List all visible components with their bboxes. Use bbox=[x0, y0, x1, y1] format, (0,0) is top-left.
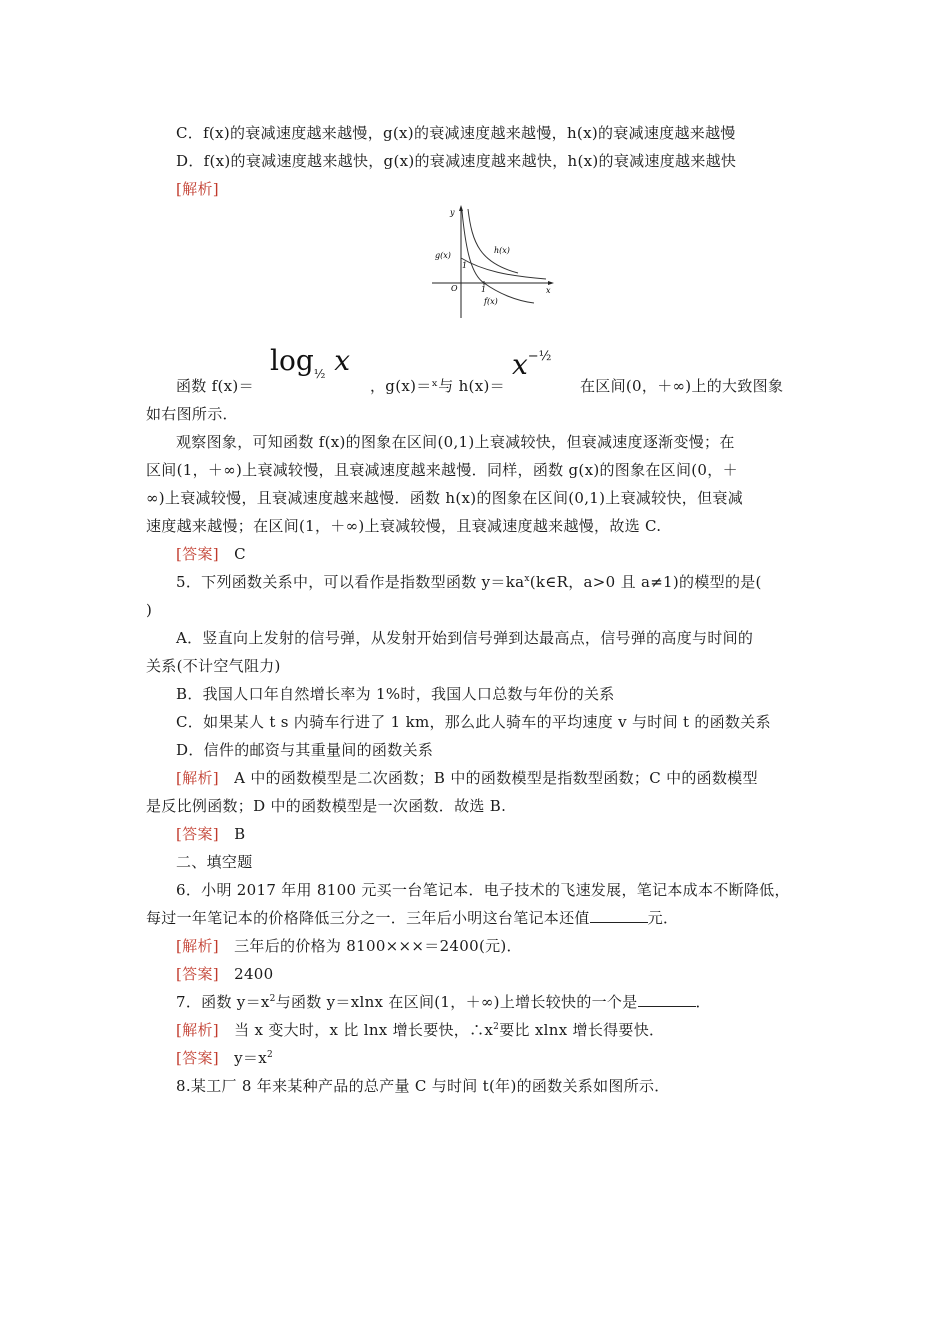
q5-option-a-cont: 关系(不计空气阻力) bbox=[146, 657, 281, 675]
analysis-text: A 中的函数模型是二次函数；B 中的函数模型是指数型函数；C 中的函数模型 bbox=[234, 769, 758, 787]
observe-line-3: ∞)上衰减较慢，且衰减速度越来越慢．函数 h(x)的图象在区间(0,1)上衰减较快，但衰减 bbox=[146, 489, 744, 507]
answer-tag: [答案] bbox=[176, 545, 219, 563]
graph-f-label: f(x) bbox=[484, 297, 498, 306]
graph-x-label: x bbox=[546, 286, 551, 295]
graph-y-label: y bbox=[450, 208, 455, 217]
analysis-tag: [解析] bbox=[176, 937, 219, 955]
log-arg: x bbox=[334, 344, 351, 377]
q5-option-c: C．如果某人 t s 内骑车行进了 1 km，那么此人骑车的平均速度 v 与时间 t 的函数关系 bbox=[176, 713, 771, 731]
analysis-text: 三年后的价格为 8100×××＝2400(元)． bbox=[234, 937, 522, 955]
q6-answer bbox=[176, 964, 274, 984]
q7-stem-end: ． bbox=[695, 993, 711, 1011]
q5-analysis bbox=[176, 768, 758, 788]
q4-answer bbox=[176, 544, 246, 564]
answer-tag: [答案] bbox=[176, 825, 219, 843]
analysis-sup: 2 bbox=[493, 1022, 500, 1032]
section-title: 二、填空题 bbox=[176, 853, 253, 871]
analysis-text: 当 x 变大时，x 比 lnx 增长要快，∴x bbox=[234, 1021, 494, 1039]
q6-stem-cont bbox=[146, 908, 678, 928]
q5-stem-part2: (k∈R，a>0 且 a≠1)的模型的是( bbox=[529, 573, 762, 591]
q7-stem bbox=[176, 992, 711, 1012]
power-exp: −½ bbox=[527, 349, 552, 364]
q5-analysis-cont: 是反比例函数；D 中的函数模型是一次函数．故选 B. bbox=[146, 797, 507, 815]
fill-blank bbox=[590, 908, 648, 923]
log-word: log bbox=[270, 344, 314, 377]
formula-line2: 如右图所示． bbox=[146, 405, 238, 423]
option-c: C．f(x)的衰减速度越来越慢，g(x)的衰减速度越来越慢，h(x)的衰减速度越来越慢 bbox=[176, 124, 736, 142]
q5-stem-sup: x bbox=[524, 574, 530, 584]
q8-stem: 8.某工厂 8 年来某种产品的总产量 C 与时间 t(年)的函数关系如图所示． bbox=[176, 1077, 670, 1095]
answer-tag: [答案] bbox=[176, 965, 219, 983]
q6-stem-unit: 元． bbox=[647, 909, 679, 927]
log-base: ½ bbox=[313, 367, 326, 381]
graph-g-label: g(x) bbox=[435, 251, 451, 260]
analysis-tag: [解析] bbox=[176, 180, 219, 198]
q7-stem-text: 7．函数 y＝x bbox=[176, 993, 270, 1011]
answer-value: B bbox=[234, 825, 246, 843]
analysis-tag: [解析] bbox=[176, 1021, 219, 1039]
analysis-tag: [解析] bbox=[176, 769, 219, 787]
log-expression bbox=[270, 344, 350, 381]
observe-line-4: 速度越来越慢；在区间(1，＋∞)上衰减较慢，且衰减速度越来越慢，故选 C. bbox=[146, 517, 662, 535]
power-base: x bbox=[512, 348, 528, 381]
graph-one-x: 1 bbox=[481, 285, 487, 294]
answer-sup: 2 bbox=[266, 1050, 273, 1060]
q7-answer bbox=[176, 1048, 273, 1068]
graph-origin: O bbox=[451, 284, 458, 293]
q5-answer bbox=[176, 824, 245, 844]
formula-prefix: 函数 f(x)＝ bbox=[176, 377, 254, 395]
formula-mid: ，g(x)＝ˣ与 h(x)＝ bbox=[370, 377, 505, 395]
q7-analysis bbox=[176, 1020, 664, 1040]
answer-tag: [答案] bbox=[176, 1049, 219, 1067]
option-d: D．f(x)的衰减速度越来越快，g(x)的衰减速度越来越快，h(x)的衰减速度越来越快 bbox=[176, 152, 737, 170]
q7-stem-text2: 与函数 y＝xlnx 在区间(1，＋∞)上增长较快的一个是 bbox=[275, 993, 638, 1011]
graph-h-label: h(x) bbox=[494, 246, 510, 255]
q6-analysis bbox=[176, 936, 522, 956]
q5-stem-end: ) bbox=[146, 601, 153, 619]
function-graph bbox=[428, 203, 556, 321]
q5-option-a: A．竖直向上发射的信号弹，从发射开始到信号弹到达最高点，信号弹的高度与时间的 bbox=[176, 629, 754, 647]
answer-value: C bbox=[234, 545, 246, 563]
analysis-text2: 要比 xlnx 增长得要快． bbox=[499, 1021, 665, 1039]
q7-sup: 2 bbox=[269, 994, 276, 1004]
q5-stem-part: 5．下列函数关系中，可以看作是指数型函数 y＝ka bbox=[176, 573, 525, 591]
q5-option-b: B．我国人口年自然增长率为 1%时，我国人口总数与年份的关系 bbox=[176, 685, 615, 703]
fill-blank bbox=[638, 992, 696, 1007]
answer-value: 2400 bbox=[234, 965, 274, 983]
formula-suffix: 在区间(0，＋∞)上的大致图象 bbox=[580, 377, 784, 395]
power-expression bbox=[512, 348, 551, 381]
answer-value: y＝x bbox=[234, 1049, 267, 1067]
observe-line-2: 区间(1，＋∞)上衰减较慢，且衰减速度越来越慢．同样，函数 g(x)的图象在区间(0，＋ bbox=[146, 461, 738, 479]
q5-option-d: D．信件的邮资与其重量间的函数关系 bbox=[176, 741, 434, 759]
q6-stem: 6．小明 2017 年用 8100 元买一台笔记本．电子技术的飞速发展，笔记本成本不断降低， bbox=[176, 881, 790, 899]
observe-line-1: 观察图象，可知函数 f(x)的图象在区间(0,1)上衰减较快，但衰减速度逐渐变慢；在 bbox=[176, 433, 735, 451]
q6-stem-text: 每过一年笔记本的价格降低三分之一．三年后小明这台笔记本还值 bbox=[146, 909, 590, 927]
graph-one-y: 1 bbox=[462, 261, 468, 270]
q5-stem bbox=[176, 572, 762, 592]
